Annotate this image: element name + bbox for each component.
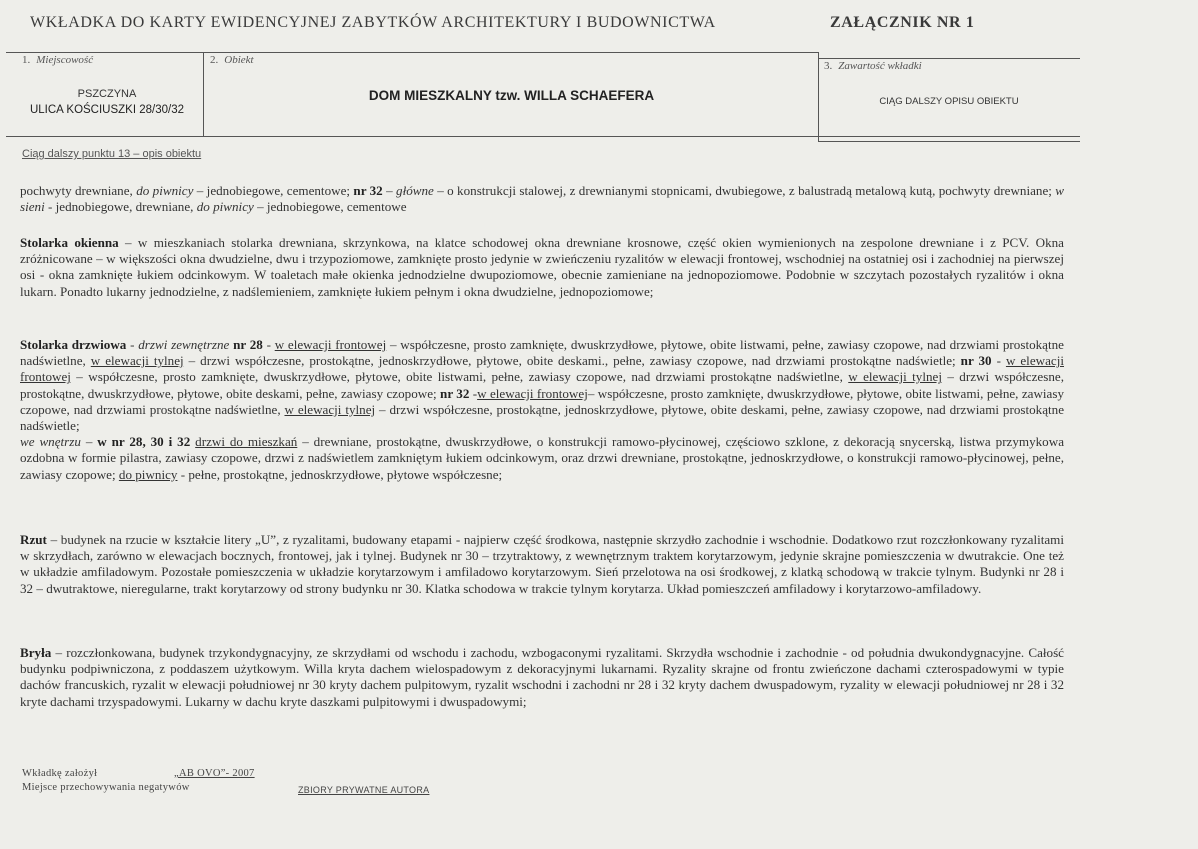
annex-number: ZAŁĄCZNIK NR 1	[830, 14, 975, 31]
text-run: – współczesne, prosto zamknięte, dwuskrzydłowe, płytowe, obite listwami, pełne, zawiasy czopowe, nad drzwiami prostokątne nadświetlne,	[20, 385, 1064, 417]
insert-contents: CIĄG DALSZY OPISU OBIEKTU	[879, 96, 1019, 107]
underlined-run: w elewacji tylnej	[90, 353, 184, 369]
italic-run: drzwi zewnętrzne	[138, 337, 230, 352]
underlined-run: w elewacji tylnej	[284, 401, 376, 417]
underlined-run: do piwnicy	[118, 466, 178, 482]
paragraph-window-joinery	[20, 235, 1064, 300]
bold-run: nr 32	[440, 385, 470, 401]
paragraph-stairs	[20, 183, 1064, 215]
text-run: – budynek na rzucie w kształcie litery „U”, z ryzalitami, budowany etapami - najpierw część środkowa, następnie skrzydło zachodnie i wschodnie. Dodatkowo rzut rozczłonkowany ryzalitami w skrzydłach, zarówno w elewacjach bocznych, frontowej, jak i tylnej. Budynek nr 30 – trzytraktowy, z wewnętrznym traktem korytarzowym, jedynie skrajne pomieszczenia w dwutrakcie. One też w układzie amfiladowym. Pozostałe pomieszczenia w układzie korytarzowym i amfiladowo korytarzowym. Sień przelotowa na osi środkowej, z klatką schodową w trakcie tylnym. Budynki nr 28 i 32 – dwutraktowe, nieregularne, trakt korytarzowy od strony budynku nr 30. Klatka schodowa w trakcie tylnym korytarza. Układ pomieszczeń amfiladowy i korytarzowo-amfiladowy.	[20, 532, 1064, 596]
text-run: –	[382, 183, 397, 198]
section-heading: Stolarka okienna	[20, 235, 119, 250]
section-heading: Bryła	[20, 645, 52, 660]
text-run: – o konstrukcji stalowej, z drewnianymi stopnicami, dwubiegowe, z balustradą metalową kutą, pochwyty drewniane;	[433, 183, 1056, 198]
founded-by-label: Wkładkę założył	[22, 768, 98, 779]
underlined-run: w elewacji frontowej	[20, 353, 1064, 385]
text-run: -	[126, 337, 139, 352]
box-2-number: 2.	[210, 54, 219, 66]
text-run: – drzwi współczesne, prostokątne, dwuskrzydłowe, płytowe, obite deskami, pełne, zawiasy czopowe;	[20, 369, 1064, 401]
paragraph-floor-plan	[20, 532, 1064, 597]
italic-run: do piwnicy	[136, 183, 194, 198]
section-heading: Rzut	[20, 532, 47, 547]
italic-run: główne	[396, 183, 434, 198]
underlined-run: w elewacji frontowej	[274, 337, 387, 352]
text-run: -	[469, 385, 478, 401]
box-2-caption: Obiekt	[224, 54, 254, 66]
bold-run: w nr 28, 30 i 32	[97, 434, 191, 450]
text-run: - pełne, prostokątne, jednoskrzydłowe, płytowe współczesne;	[177, 466, 503, 482]
italic-run: w sieni	[20, 183, 1065, 215]
italic-run: we wnętrzu	[20, 434, 81, 450]
text-run: -	[262, 337, 275, 352]
underlined-run: w elewacji tylnej	[848, 369, 942, 385]
negatives-storage-label: Miejsce przechowywania negatywów	[22, 782, 190, 793]
text-run: – współczesne, prosto zamknięte, dwuskrzydłowe, płytowe, obite listwami, pełne, zawiasy czopowe, nad drzwiami prostokątne nadświetlne,	[70, 369, 849, 385]
bold-run: nr 28	[233, 337, 263, 352]
text-run: – drzwi współczesne, prostokątne, jednoskrzydłowe, płytowe, obite deskami., pełne, zawiasy czopowe, nad drzwiami prostokątne nadświetle;	[183, 353, 961, 369]
bold-run: nr 30	[960, 353, 992, 369]
box-bottom-rule-right	[818, 141, 1080, 142]
text-run: – drewniane, prostokątne, dwuskrzydłowe, o konstrukcji ramowo-płycinowej, częściowo szklone, z dekoracją snycerską, listwa przymykowa ozdobna w formie pilastra, zawiasy czopowe, drzwi z nadświetlem zamkniętym łukiem odcinkowym, oraz drzwi drewniane, prostokątne, jednoskrzydłowe, o konstrukcji ramowo-płycinowej, pełne, zawiasy czopowe;	[20, 434, 1065, 482]
box-3-label	[824, 60, 922, 72]
text-run: pochwyty drewniane,	[20, 183, 137, 198]
text-run: – rozczłonkowana, budynek trzykondygnacyjny, ze skrzydłami od wschodu i zachodu, wzbogaconymi ryzalitami. Skrzydła wschodnie i zachodnie - od południa dwukondygnacyjne. Całość budynku podpiwniczona, z poddaszem użytkowym. Willa kryta dachem wielospadowym z dekoracyjnymi lukarnami. Ryzality skrajne od frontu zwieńczone dachami czterospadowymi w typie dachów francuskich, ryzalit w elewacji południowej nr 30 kryty dachem pulpitowym, ryzalit wschodni i zachodni nr 28 i 32 kryty dachem dwuspadowym, ryzality w elewacji południowej nr 28 i 32 kryte dachami trzyspadowymi. Lukarny w dachu kryte daszkami pulpitowymi i dwuspadowymi;	[20, 645, 1064, 709]
box-1-caption: Miejscowość	[36, 54, 94, 66]
box-1-number: 1.	[22, 54, 31, 66]
negatives-storage-value: ZBIORY PRYWATNE AUTORA	[298, 785, 430, 795]
paragraph-door-joinery	[20, 337, 1064, 483]
text-run: – współczesne, prosto zamknięte, dwuskrzydłowe, płytowe, obite listwami, pełne, zawiasy czopowe, nad drzwiami prostokątne nadświetlne,	[20, 337, 1064, 369]
box-bottom-rule	[6, 136, 1080, 137]
text-run: –	[80, 434, 98, 450]
town-name: PSZCZYNA	[77, 88, 137, 100]
founded-by-value: „AB OVO”- 2007	[174, 768, 255, 779]
box-divider-2	[818, 52, 819, 141]
text-run: – drzwi współczesne, prostokątne, jednoskrzydłowe, płytowe, obite deskami, pełne, zawiasy czopowe, nad drzwiami prostokątne nadświetle;	[20, 401, 1064, 434]
document-header-title: WKŁADKA DO KARTY EWIDENCYJNEJ ZABYTKÓW ARCHITEKTURY I BUDOWNICTWA	[30, 14, 716, 31]
box-3-number: 3.	[824, 60, 833, 72]
paragraph-massing	[20, 645, 1064, 710]
bold-run: nr 32	[353, 183, 383, 198]
text-run: – jednobiegowe, cementowe;	[193, 183, 354, 198]
continuation-label: Ciąg dalszy punktu 13 – opis obiektu	[22, 148, 202, 160]
underlined-run: drzwi do mieszkań	[195, 434, 298, 450]
text-run: -	[991, 353, 1006, 369]
text-run: - jednobiegowe, drewniane,	[44, 199, 197, 215]
section-heading: Stolarka drzwiowa	[20, 337, 127, 352]
object-name: DOM MIESZKALNY tzw. WILLA SCHAEFERA	[368, 88, 655, 103]
italic-run: do piwnicy	[196, 199, 254, 215]
box-2-label	[210, 54, 254, 66]
box-top-rule	[6, 52, 818, 53]
text-run: – jednobiegowe, cementowe	[253, 199, 407, 215]
box-3-caption: Zawartość wkładki	[838, 60, 922, 72]
underlined-run: w elewacji frontowej	[477, 385, 588, 401]
box-top-rule-right	[818, 58, 1080, 59]
box-1-label	[22, 54, 93, 66]
text-run: – w mieszkaniach stolarka drewniana, skrzynkowa, na klatce schodowej okna drewniane krosnowe, część okien wymienionych na zespolone drewniane i z PCV. Okna zróżnicowane – w większości okna dwudzielne, dwu i trzypoziomowe, zamknięte prosto jedynie w zwieńczeniu ryzalitów w elewacji frontowej, wschodniej na ostatniej osi i zachodniej na pierwszej osi - okna zamknięte łukiem odcinkowym. W toaletach małe okienka jednodzielne dwupoziomowe, obecnie zamieniane na jednopoziomowe. Podobnie w szczytach pozostałych ryzalitów i okna lukarn. Ponadto lukarny jednodzielne, z nadślemieniem, zamknięte łukiem pełnym i okna dwudzielne, jednopoziomowe;	[20, 235, 1064, 299]
box-divider-1	[203, 52, 204, 137]
street-address: ULICA KOŚCIUSZKI 28/30/32	[29, 104, 185, 116]
